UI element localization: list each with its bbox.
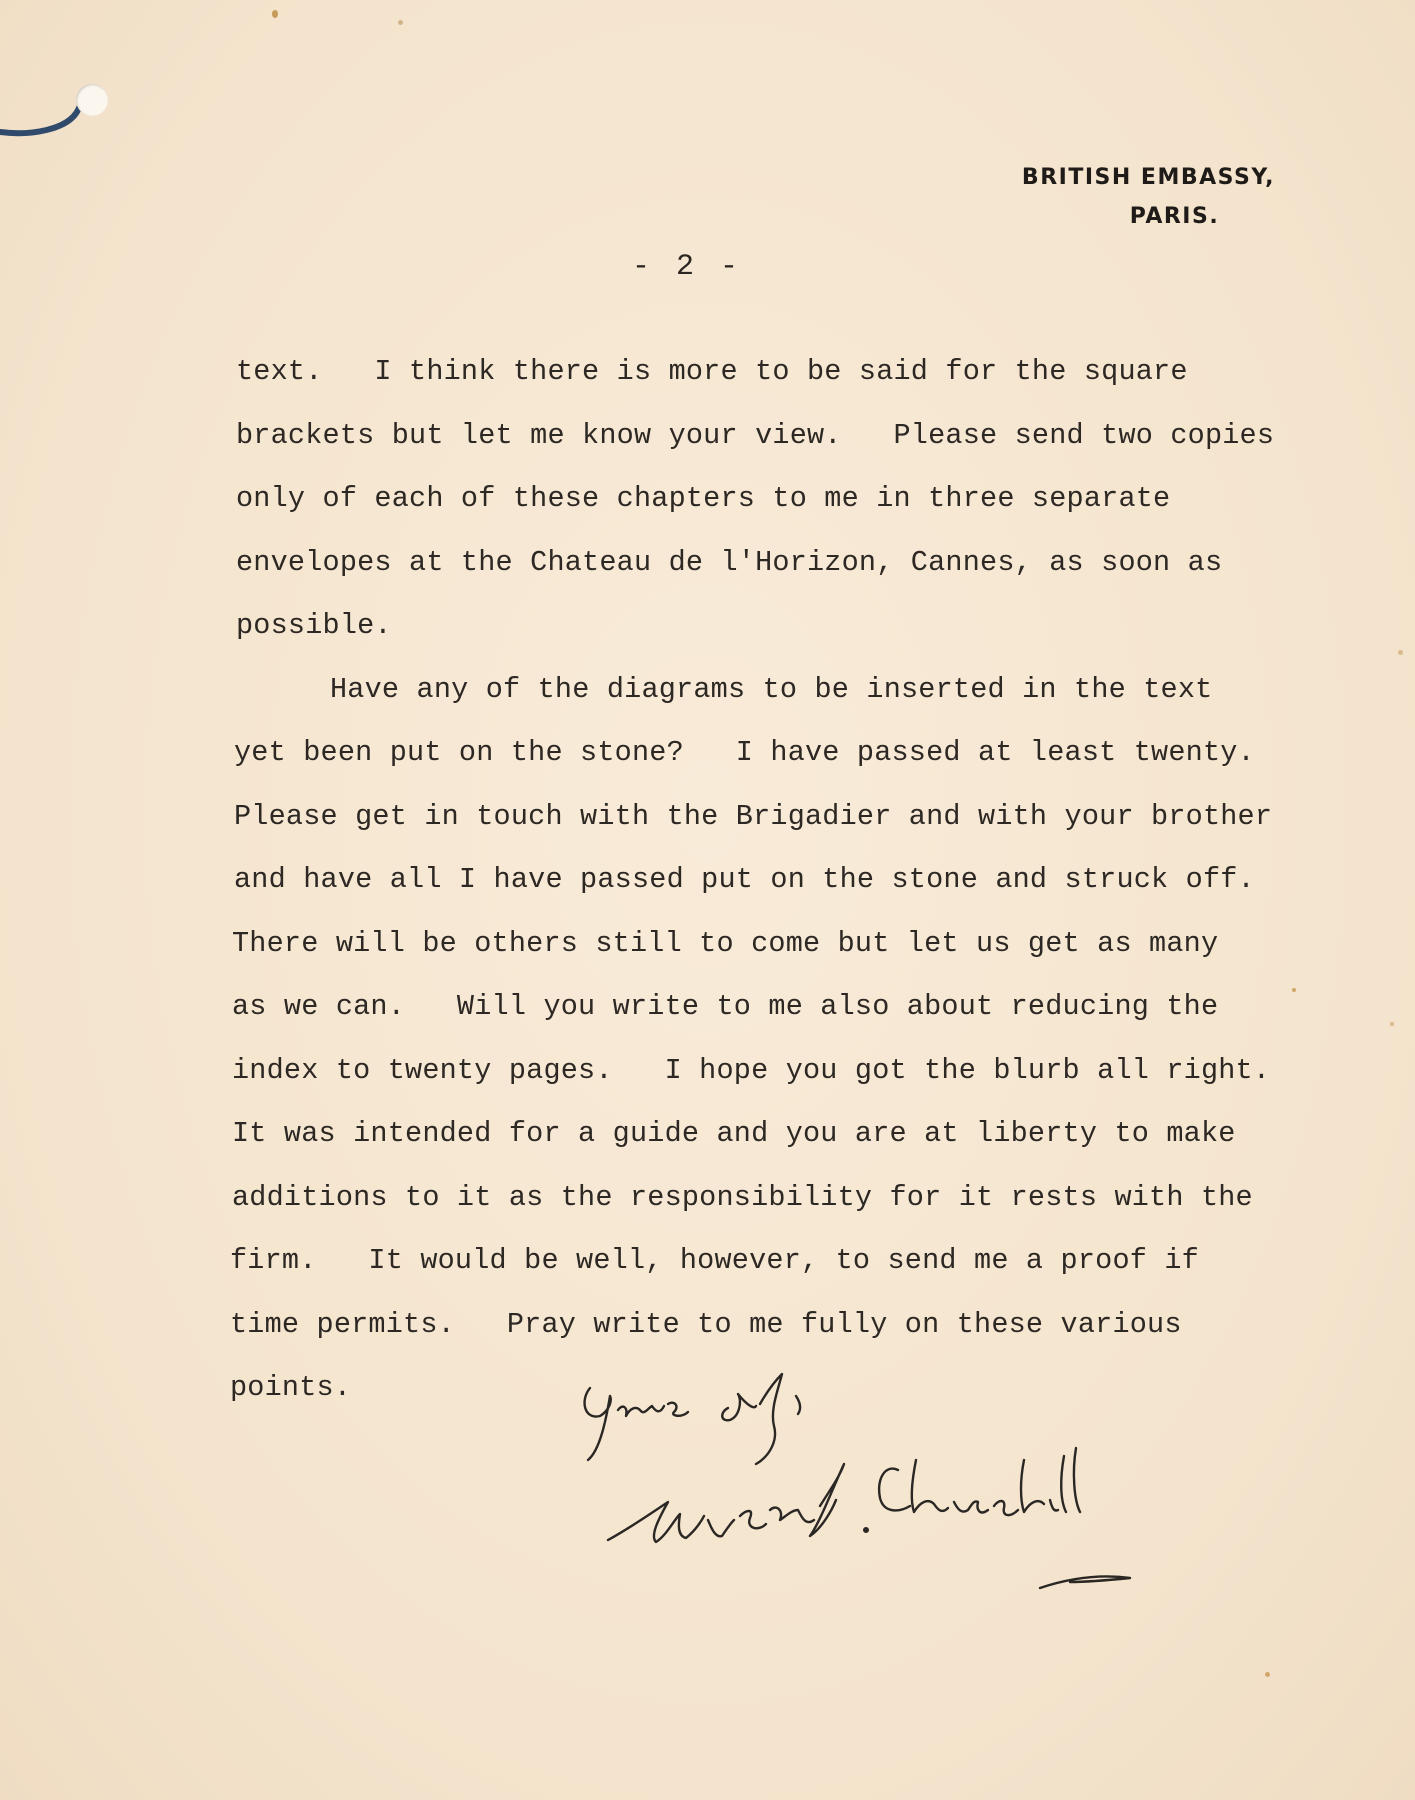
- paper-speck: [1398, 650, 1403, 655]
- body-line: index to twenty pages. I hope you got the blurb all right.: [232, 1053, 1271, 1087]
- letterhead-line-1: BRITISH EMBASSY,: [1021, 165, 1275, 190]
- letterhead-line-2: PARIS.: [1129, 204, 1220, 229]
- paper-speck: [398, 20, 403, 25]
- handwritten-signature: [570, 1360, 1290, 1610]
- body-line: Have any of the diagrams to be inserted in the text: [330, 672, 1213, 706]
- signature-name: [608, 1448, 1130, 1588]
- body-line: possible.: [236, 609, 392, 642]
- punch-hole: [76, 84, 108, 116]
- body-line: envelopes at the Chateau de l'Horizon, Cannes, as soon as: [236, 545, 1223, 579]
- body-line: and have all I have passed put on the stone and struck off.: [234, 863, 1255, 896]
- body-line: firm. It would be well, however, to send me a proof if: [230, 1244, 1199, 1277]
- paper-speck: [1292, 988, 1296, 992]
- body-line: Please get in touch with the Brigadier and with your brother: [234, 799, 1273, 833]
- body-line: text. I think there is more to be said for the square: [236, 355, 1188, 388]
- body-line: There will be others still to come but let us get as many: [232, 926, 1219, 960]
- body-line: points.: [230, 1371, 352, 1404]
- page-number: - 2 -: [632, 250, 743, 284]
- body-line: as we can. Will you write to me also about reducing the: [232, 990, 1219, 1023]
- body-line: It was intended for a guide and you are at liberty to make: [232, 1117, 1236, 1150]
- paper-speck: [272, 10, 278, 18]
- body-line: only of each of these chapters to me in three separate: [236, 482, 1171, 515]
- letterhead: [1022, 158, 1275, 236]
- body-line: additions to it as the responsibility for it rests with the: [232, 1180, 1253, 1214]
- paper-speck: [1390, 1022, 1394, 1026]
- signature-closing: [585, 1374, 801, 1464]
- body-line: yet been put on the stone? I have passed at least twenty.: [234, 736, 1255, 769]
- paper-speck: [1265, 1672, 1270, 1677]
- letter-body: [230, 340, 1376, 1420]
- body-line: time permits. Pray write to me fully on these various: [230, 1307, 1182, 1341]
- body-line: brackets but let me know your view. Please send two copies: [236, 418, 1275, 452]
